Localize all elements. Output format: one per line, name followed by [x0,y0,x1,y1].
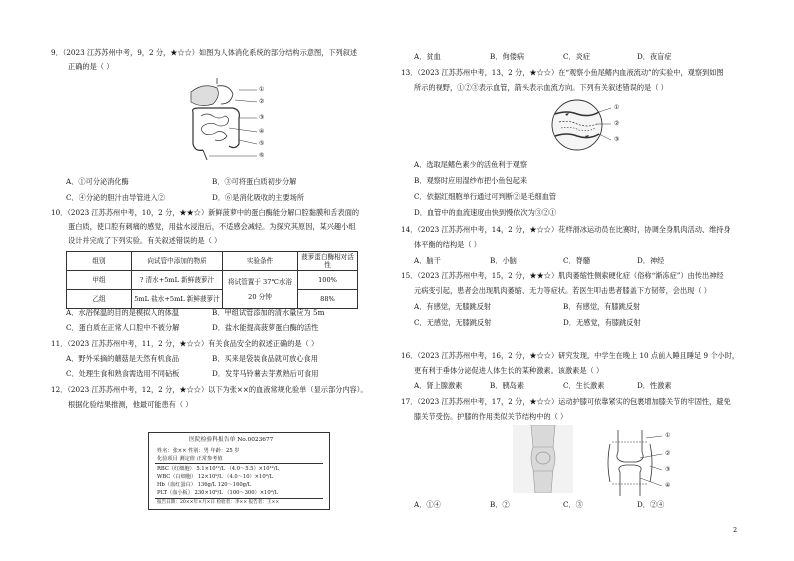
q9-stem-line1: 9．（2023 江苏苏州中考，9，2 分，★☆☆）如图为人体消化系统的部分结构示意图，下列叙述 [51,48,358,57]
q10-stem-line2: 蛋白质，使口腔有刺痛的感觉，用盐水浸泡后，不适感会减轻。为探究其原因，某兴趣小组 [68,222,356,231]
q17-stem-line1: 17．（2023 江苏苏州中考，17，2 分，★☆☆）运动护膝可依靠紧实的包裹增加膝关节的牢固性，避免 [401,397,731,406]
q10-option-a[interactable]: A．水浴保温的目的是模拟人的体温 [66,308,180,317]
q12-stem-line2: 根据化验结果推测，他最可能患有（ ） [68,400,193,409]
report-footer: 报告日期：20××年×月×日 检验者：李×× 报告者：王×× [157,500,280,505]
q17-option-c[interactable]: C．③ [563,500,583,509]
q17-option-a[interactable]: A．①④ [414,500,441,509]
page-number: 2 [733,526,738,534]
q11-option-a[interactable]: A．野外采摘的蘑菇是天然有机食品 [66,354,180,363]
q15-option-a[interactable]: A．有感觉，无膝跳反射 [414,302,492,311]
q16-option-c[interactable]: C．生长激素 [563,381,605,390]
report-row: RBC（红细胞） 5.1×10¹²/L （4.0～5.5）×10¹²/L [157,466,279,472]
q14-stem-line1: 14．（2023 江苏苏州中考，14，2 分，★☆☆）花样滑冰运动员在比赛时，协调全身肌肉活动、维持身 [401,225,731,234]
report-row: Hb（血红蛋白） 136g/L 120～160g/L [157,482,252,488]
q17-label-1: ① [665,432,671,439]
q13-option-b[interactable]: B．观察时应用湿纱布把小鱼包起来 [414,176,528,185]
q13-label-1: ① [614,104,620,111]
table-row [67,290,358,309]
q16-stem-line1: 16．（2023 江苏苏州中考，16，2 分，★☆☆）研究发现，中学生在晚上 10 点前入睡且睡足 9 个小时， [401,351,740,360]
table-cell: 5mL 盐水+5mL 新鲜菠萝汁 [132,290,223,309]
q13-option-c[interactable]: C．依据红细胞单行通过可判断②是毛细血管 [414,192,557,201]
q11-stem: 11．（2023 江苏苏州中考，11，2 分，★☆☆）有关食品安全的叙述正确的是（ ） [51,339,319,348]
q16-option-d[interactable]: D．性激素 [637,381,672,390]
q12-continued-option-c[interactable]: C．炎症 [563,52,591,61]
q11-option-d[interactable]: D．发芽马铃薯去芽煮熟后可食用 [212,369,319,378]
q14-stem-line2: 体平衡的结构是（ ） [414,240,481,249]
right-column [401,0,740,561]
report-row: PLT（血小板） 230×10⁹/L （100～300）×10⁹/L [157,490,278,496]
q15-option-b[interactable]: B．有感觉，有膝跳反射 [563,302,641,311]
table-head-cell: 向试管中添加的物质 [132,252,223,271]
q13-label-2: ② [614,120,620,127]
q9-label-1: ① [259,86,265,93]
q17-option-b[interactable]: B．② [490,500,510,509]
q12-stem-line1: 12．（2023 江苏苏州中考，12，2 分，★☆☆）以下为张××的血液常规化验单（显示部分内容）。 [51,385,368,394]
q10-option-c[interactable]: C．蛋白质在正常人口腔中不被分解 [66,323,180,332]
table-cell: 甲组 [67,271,132,290]
q17-stem-line2: 膝关节受伤。护膝的作用类似关节结构中的（ ） [414,412,568,421]
q12-continued-option-b[interactable]: B．佝偻病 [490,52,525,61]
q9-option-a[interactable]: A．①可分泌消化酶 [66,177,129,186]
q16-option-b[interactable]: B．胰岛素 [490,381,525,390]
report-patient-info: 姓名：张×× 性别：男 年龄：25 岁 [157,448,240,454]
table-cell: ? 清水+5mL 新鲜菠萝汁 [132,271,223,290]
table-head-cell: 组别 [67,252,132,271]
q17-label-4: ④ [665,482,671,489]
condition-line1: 将试管置于 37℃水浴 [227,278,293,287]
q9-label-5: ⑤ [259,140,265,147]
q10-option-d[interactable]: D．盐水能提高菠萝蛋白酶的活性 [212,323,319,332]
q10-option-b[interactable]: B．甲组试管添加的清水量应为 5m [212,308,325,317]
q13-option-d[interactable]: D．血管中的血流速度由快到慢依次为③②① [414,208,557,217]
condition-line2: 20 分钟 [248,292,272,301]
report-columns: 化验项目 测定值 正常参考值 [157,456,223,462]
q9-stem-line2: 正确的是（ ） [68,62,114,71]
q13-label-3: ③ [614,136,620,143]
q9-option-c[interactable]: C．④分泌的胆汁由导管进入② [66,193,165,202]
table-row [67,271,358,290]
q13-stem-line1: 13．（2023 江苏苏州中考，13，2 分，★☆☆）在“观察小鱼尾鳍内血液流动”的实验中，观察到如图 [401,68,724,77]
q14-option-a[interactable]: A．脑干 [414,256,441,265]
q9-label-3: ③ [259,114,265,121]
q10-stem-line1: 10．（2023 江苏苏州中考，10，2 分，★★☆）新鲜菠萝中的蛋白酶能分解口腔黏膜和舌表面的 [51,208,360,217]
q16-stem-line2: 更有利于垂体分泌促进人体生长的某种激素。该激素是（ ） [414,366,604,375]
q17-option-d[interactable]: D．②④ [637,500,665,509]
q11-option-c[interactable]: C．处理生食和熟食需选用不同砧板 [66,369,180,378]
fish-tail-vessel-figure [545,98,635,152]
q10-experiment-table [66,251,358,309]
table-head-cell: 实验条件 [223,252,298,271]
table-head-cell: 菠萝蛋白酶相对活性 [298,252,358,271]
q13-stem-line2: 所示的视野，①②③表示血管，箭头表示血流方向。下列有关叙述错误的是（ ） [414,83,668,92]
q12-continued-option-a[interactable]: A．贫血 [414,52,441,61]
q15-stem-line1: 15．（2023 江苏苏州中考，15，2 分，★★☆）肌肉萎缩性侧索硬化症（俗称“渐冻症”）由传出神经 [401,271,724,280]
q15-option-d[interactable]: D．无感觉，有膝跳反射 [563,318,641,327]
report-title: 医院检验科报告单 No.0023677 [189,437,274,443]
q9-option-d[interactable]: D．⑥是消化吸收的主要场所 [212,193,305,202]
q17-label-3: ③ [665,466,671,473]
table-row [67,252,358,271]
q9-label-4: ④ [259,128,265,135]
table-cell-condition [223,271,298,309]
q15-option-c[interactable]: C．无感觉，无膝跳反射 [414,318,492,327]
report-divider [155,463,323,464]
q14-option-c[interactable]: C．脊髓 [563,256,591,265]
q14-option-b[interactable]: B．小脑 [490,256,517,265]
knee-brace-image [513,425,573,493]
table-cell: 100% [298,271,358,290]
q15-stem-line2: 元病变引起，患者会出现肌肉萎缩、无力等症状。若医生叩击患者膝盖下方韧带，会出现（ ） [414,286,711,295]
report-row: WBC（白细胞） 12×10⁹/L （4.0～10）×10⁹/L [157,474,273,480]
q16-option-a[interactable]: A．肾上腺激素 [414,381,463,390]
q11-option-b[interactable]: B．买来是袋装食品就可放心食用 [212,354,318,363]
table-cell: 乙组 [67,290,132,309]
q13-option-a[interactable]: A．选取尾鳍色素少的活鱼利于观察 [414,160,528,169]
report-divider [155,498,323,499]
q9-label-6: ⑥ [259,152,265,159]
q10-stem-line3: 设计并完成了下列实验。有关叙述错误的是（ ） [68,236,222,245]
q17-label-2: ② [665,450,671,457]
q12-continued-option-d[interactable]: D．夜盲症 [637,52,672,61]
q9-label-2: ② [259,98,265,105]
q12-lab-report [148,432,330,510]
q14-option-d[interactable]: D．神经 [637,256,665,265]
table-cell: 88% [298,290,358,309]
q9-option-b[interactable]: B．③可将蛋白质初步分解 [212,177,297,186]
